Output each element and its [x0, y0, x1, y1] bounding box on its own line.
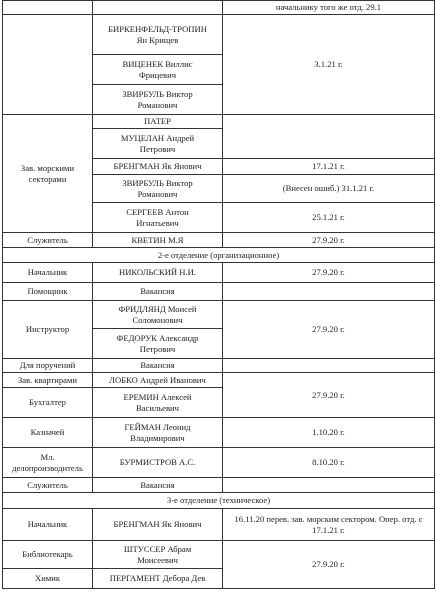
position-cell: Начальник: [3, 509, 93, 541]
date-cell: 1.10.20 г.: [223, 418, 435, 448]
date-cell: 8.10.20 г.: [223, 448, 435, 478]
department-heading: 3-е отделение (техническое): [3, 493, 435, 509]
name-cell: БУРМИСТРОВ А.С.: [93, 448, 223, 478]
name-cell: Вакансия: [93, 359, 223, 373]
table-row: [3, 233, 435, 248]
table-row: [3, 418, 435, 448]
name-cell: СЕРГЕЕВ Антон Игнатьевич: [93, 203, 223, 233]
position-cell: Помощник: [3, 283, 93, 301]
table-row: [3, 263, 435, 283]
name-cell: ГЕЙМАН Леонид Владимирович: [93, 418, 223, 448]
date-cell: [223, 478, 435, 493]
table-row: [3, 509, 435, 541]
position-cell: Зав. квартирами: [3, 373, 93, 388]
table-row: [3, 115, 435, 129]
table-row: [3, 359, 435, 373]
name-cell: [93, 1, 223, 15]
date-cell: [223, 115, 435, 159]
name-cell: НИКОЛЬСКИЙ Н.И.: [93, 263, 223, 283]
table-row: [3, 15, 435, 55]
date-cell: 25.1.21 г.: [223, 203, 435, 233]
table-row: [3, 373, 435, 388]
department-heading: 2-е отделение (организационное): [3, 248, 435, 263]
name-cell: ПЕРГАМЕНТ Дебора Дев: [93, 569, 223, 589]
date-cell: 16.11.20 перев. зав. морским сектором. Опер. отд. с 17.1.21 г.: [223, 509, 435, 541]
table-row: [3, 478, 435, 493]
personnel-table: [2, 0, 435, 589]
date-cell: 3.1.21 г.: [223, 15, 435, 115]
table-row: [3, 1, 435, 15]
table-row: [3, 541, 435, 569]
position-cell: [3, 15, 93, 115]
date-cell: 27.9.20 г.: [223, 373, 435, 418]
name-cell: ВИЦЕНЕК Виллис Фрицевич: [93, 55, 223, 85]
date-cell: 17.1.21 г.: [223, 159, 435, 175]
date-cell: 27.9.20 г.: [223, 263, 435, 283]
date-cell: 27.9.20 г.: [223, 301, 435, 359]
name-cell: ЗВИРБУЛЬ Виктор Романович: [93, 175, 223, 203]
name-cell: БИРКЕНФЕЛЬД-ТРОПИН Ян Крищев: [93, 15, 223, 55]
name-cell: БРЕНГМАН Як Янович: [93, 509, 223, 541]
name-cell: Вакансия: [93, 283, 223, 301]
position-cell: Служитель: [3, 478, 93, 493]
date-cell: начальнику того же отд. 29.1: [223, 1, 435, 15]
position-cell: Химик: [3, 569, 93, 589]
position-cell: Для поручений: [3, 359, 93, 373]
name-cell: ЗВИРБУЛЬ Виктор Романович: [93, 85, 223, 115]
date-cell: 27.9.20 г.: [223, 233, 435, 248]
name-cell: ШТУССЕР Абрам Моисеевич: [93, 541, 223, 569]
name-cell: ПАТЕР: [93, 115, 223, 129]
position-cell: Казначей: [3, 418, 93, 448]
date-cell: [223, 283, 435, 301]
position-cell: Мл. делопроизводитель: [3, 448, 93, 478]
name-cell: Вакансия: [93, 478, 223, 493]
name-cell: ЛОБКО Андрей Иванович: [93, 373, 223, 388]
table-row: [3, 301, 435, 329]
position-cell: Зав. морскими секторами: [3, 115, 93, 233]
position-cell: [3, 1, 93, 15]
table-row: [3, 448, 435, 478]
position-cell: Бухгалтер: [3, 388, 93, 418]
position-cell: Инструктор: [3, 301, 93, 359]
name-cell: МУЦЕЛАН Андрей Петрович: [93, 129, 223, 159]
name-cell: КВЕТИН М.Я: [93, 233, 223, 248]
position-cell: Служитель: [3, 233, 93, 248]
table-row: [3, 248, 435, 263]
name-cell: ФРИДЛЯНД Моисей Соломонович: [93, 301, 223, 329]
name-cell: БРЕНГМАН Як Янович: [93, 159, 223, 175]
name-cell: ФЕДОРУК Александр Петрович: [93, 329, 223, 359]
name-cell: ЕРЕМИН Алексей Васильевич: [93, 388, 223, 418]
position-cell: Начальник: [3, 263, 93, 283]
date-cell: 27.9.20 г.: [223, 541, 435, 589]
table-row: [3, 283, 435, 301]
date-cell: (Внесен ошиб.) 31.1.21 г.: [223, 175, 435, 203]
date-cell: [223, 359, 435, 373]
table-row: [3, 493, 435, 509]
position-cell: Библиотекарь: [3, 541, 93, 569]
